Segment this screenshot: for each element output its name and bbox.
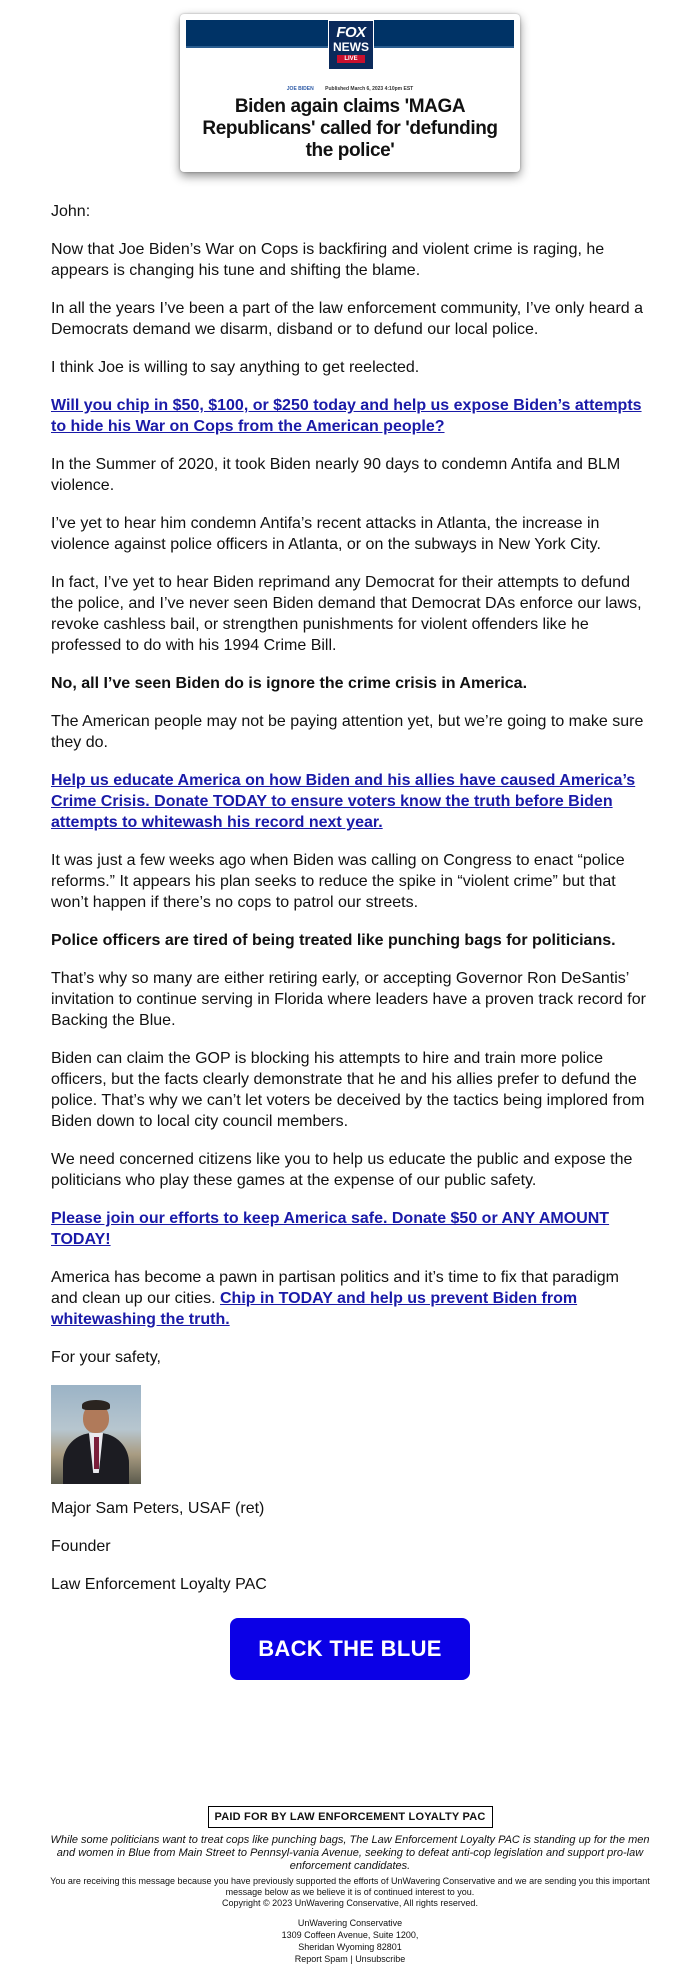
mailing-address	[0, 1917, 700, 1965]
donate-link-2-wrapper	[51, 770, 646, 833]
article-author: JOE BIDEN	[286, 86, 314, 92]
address-city: Sheridan Wyoming 82801	[298, 1942, 402, 1952]
paragraph-2: In all the years I’ve been a part of the law enforcement community, I’ve only heard a Democrats demand we disarm, disband or to defund our local police.	[51, 300, 644, 338]
article-published-date: Published March 6, 2023 4:10pm EST	[325, 86, 414, 92]
photo-hair-shape	[82, 1400, 110, 1410]
paragraph-9: That’s why so many are either retiring early, or accepting Governor Ron DeSantis’ invitation to continue serving in Florida where leaders have a proven track record for Backing the Blue.	[51, 970, 646, 1029]
paragraph-12-text: America has become a pawn in partisan politics and it’s time to fix that paradigm and clean up our cities.	[51, 1269, 619, 1307]
paragraph-7: The American people may not be paying attention yet, but we’re going to make sure they do.	[51, 713, 644, 751]
article-headline: Biden again claims 'MAGA Republicans' called for 'defunding the police'	[202, 96, 498, 161]
paragraph-11: We need concerned citizens like you to help us educate the public and expose the politicians who play these games at the expense of our public safety.	[51, 1151, 633, 1189]
paragraph-5: I’ve yet to hear him condemn Antifa’s recent attacks in Atlanta, the increase in violence against police officers in Atlanta, or on the subways in New York City.	[51, 515, 601, 553]
closing-line: For your safety,	[51, 1349, 161, 1366]
paid-for-disclaimer: PAID FOR BY LAW ENFORCEMENT LOYALTY PAC	[208, 1806, 493, 1828]
back-the-blue-button[interactable]: BACK THE BLUE	[230, 1618, 470, 1680]
report-spam-link[interactable]: Report Spam	[294, 1954, 348, 1964]
pac-mission-statement: While some politicians want to treat cops like punching bags, The Law Enforcement Loyalty PAC is standing up for the men and women in Blue from Main Street to Pennsyl-vania Avenue, seeking to defeat anti-cop legislation and support pro-law enforcement candidates.	[50, 1834, 650, 1872]
subscription-notice: You are receiving this message because you have previously supported the efforts of UnWavering Conservative and we are sending you this important message below as we believe it is of continued interest to you.	[50, 1876, 650, 1897]
logo-live-badge: LIVE	[337, 55, 365, 63]
paragraph-4: In the Summer of 2020, it took Biden nearly 90 days to condemn Antifa and BLM violence.	[51, 456, 621, 494]
donate-link-2[interactable]: Help us educate America on how Biden and his allies have caused America’s Crime Crisis. Donate TODAY to ensure voters know the truth before Biden attempts to whitewash his record next year.	[51, 772, 636, 831]
signature-org: Law Enforcement Loyalty PAC	[51, 1576, 267, 1593]
paragraph-8: It was just a few weeks ago when Biden was calling on Congress to enact “police reforms.” It appears his plan seeks to reduce the spike in “violent crime” but that won’t happen if there’s no cops to patrol our streets.	[51, 852, 625, 911]
donate-link-4[interactable]: Chip in TODAY and help us prevent Biden from whitewashing the truth.	[51, 1290, 578, 1328]
news-screenshot-image[interactable]	[180, 14, 520, 172]
email-body	[51, 201, 646, 1612]
signature-title: Founder	[51, 1538, 111, 1555]
header-image-wrapper	[0, 0, 700, 172]
donate-link-1-wrapper	[51, 395, 646, 437]
cta-wrapper	[0, 1618, 700, 1680]
signature-name: Major Sam Peters, USAF (ret)	[51, 1500, 265, 1517]
signer-photo	[51, 1385, 141, 1484]
salutation: John:	[51, 203, 91, 220]
paragraph-3: I think Joe is willing to say anything to get reelected.	[51, 359, 420, 376]
donate-link-3-wrapper	[51, 1208, 646, 1250]
address-street: 1309 Coffeen Avenue, Suite 1200,	[281, 1930, 419, 1940]
address-org: UnWavering Conservative	[297, 1918, 403, 1928]
logo-fox-text: FOX	[336, 24, 366, 41]
paragraph-1: Now that Joe Biden’s War on Cops is backfiring and violent crime is raging, he appears is changing his tune and shifting the blame.	[51, 241, 605, 279]
donate-link-3[interactable]: Please join our efforts to keep America safe. Donate $50 or ANY AMOUNT TODAY!	[51, 1210, 610, 1248]
bold-statement-1: No, all I’ve seen Biden do is ignore the crime crisis in America.	[51, 675, 528, 692]
unsubscribe-link[interactable]: Unsubscribe	[355, 1954, 406, 1964]
donate-link-1[interactable]: Will you chip in $50, $100, or $250 today and help us expose Biden’s attempts to hide his War on Cops from the American people?	[51, 397, 642, 435]
article-meta	[180, 86, 520, 92]
footer-links	[0, 1953, 700, 1965]
back-the-blue-link[interactable]	[230, 1618, 470, 1680]
paragraph-10: Biden can claim the GOP is blocking his attempts to hire and train more police officers, but the facts clearly demonstrate that he and his allies prefer to defund the police. That’s why we can’t let voters be deceived by the tactics being implored from Biden down to local city council members.	[51, 1050, 645, 1130]
paragraph-6: In fact, I’ve yet to hear Biden reprimand any Democrat for their attempts to defund the police, and I’ve never seen Biden demand that Democrat DAs enforce our laws, revoke cashless bail, or strengthen punishments for violent offenders like he professed to do with his 1994 Crime Bill.	[51, 574, 642, 654]
photo-tie-shape	[94, 1437, 99, 1469]
copyright-notice: Copyright © 2023 UnWavering Conservative, All rights reserved.	[222, 1898, 478, 1908]
fox-news-logo	[328, 20, 374, 70]
bold-statement-2: Police officers are tired of being treated like punching bags for politicians.	[51, 932, 616, 949]
paragraph-12	[51, 1267, 646, 1330]
email-footer	[0, 1806, 700, 1965]
footer-link-separator: |	[350, 1954, 353, 1964]
logo-news-text: NEWS	[333, 40, 369, 54]
